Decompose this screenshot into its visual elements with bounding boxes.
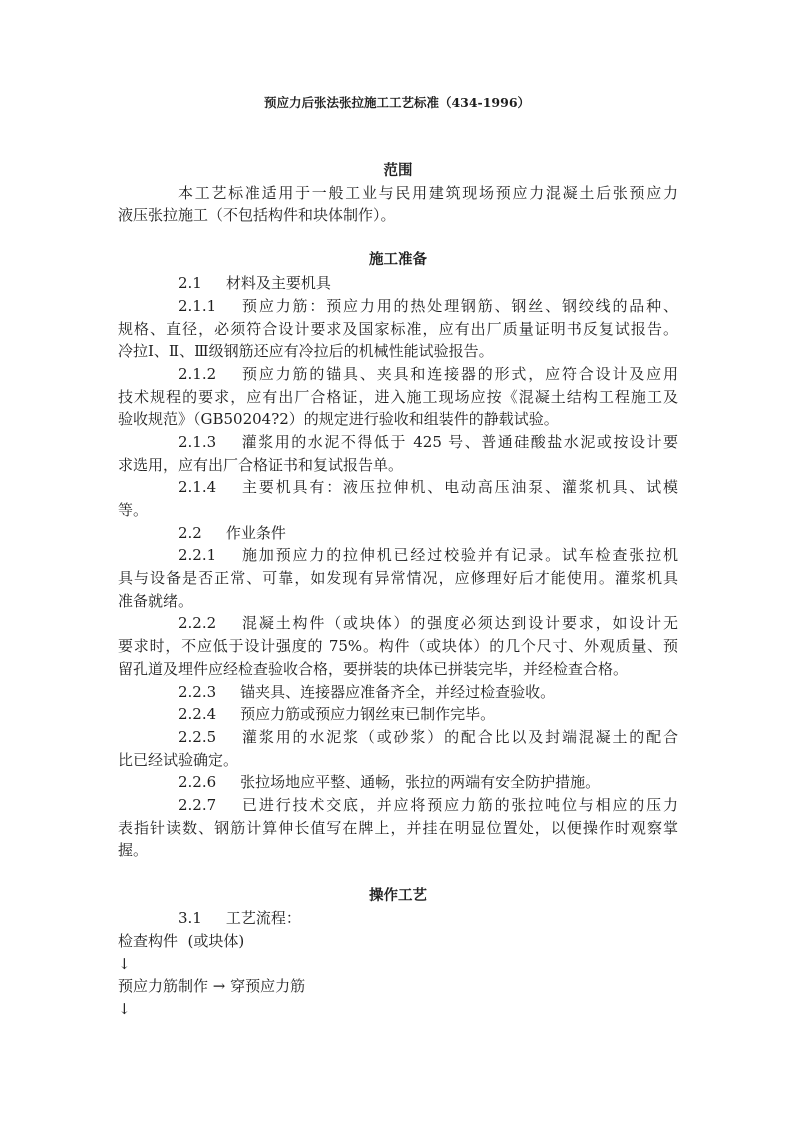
paragraph (118, 295, 678, 363)
line-text: 混凝土构件（或块体）的强度必须达到设计要求，如设计无 (240, 614, 678, 633)
line-text: 比已经试验确定。 (118, 750, 239, 769)
section (118, 885, 678, 1021)
line-text: 检查构件 (或块体) (118, 932, 245, 951)
text-line (118, 499, 678, 522)
text-line (118, 635, 678, 658)
line-text: 预应力筋或预应力钢丝束已制作完毕。 (240, 705, 496, 724)
line-text: 主要机具有：液压拉伸机、电动高压油泵、灌浆机具、试模 (240, 478, 678, 497)
line-text: 冷拉Ⅰ、Ⅱ、Ⅲ级钢筋还应有冷拉后的机械性能试验报告。 (118, 342, 494, 361)
line-text: 预应力筋的锚具、夹具和连接器的形式，应符合设计及应用 (240, 364, 678, 383)
paragraph (118, 431, 678, 476)
flow-step (118, 998, 678, 1021)
paragraph (118, 726, 678, 771)
flow-step (118, 953, 678, 976)
text-line (118, 726, 678, 749)
line-text: 留孔道及埋件应经检查验收合格，要拼装的块体已拼装完毕，并经检查合格。 (118, 659, 629, 678)
section (118, 159, 678, 227)
text-line (118, 567, 678, 590)
line-text: 灌浆用的水泥不得低于 425 号、普通硅酸盐水泥或按设计要 (240, 432, 678, 451)
text-line (118, 386, 678, 409)
line-text: 规格、直径，必须符合设计要求及国家标准，应有出厂质量证明书反复试报告。 (118, 319, 678, 338)
clause-number: 2.2.6 (178, 773, 217, 792)
line-text: 张拉场地应平整、通畅，张拉的两端有安全防护措施。 (240, 773, 601, 792)
text-line (118, 839, 678, 862)
text-line (118, 295, 678, 318)
text-line (118, 749, 678, 772)
line-text: ↓ (118, 1000, 131, 1019)
clause-number: 3.1 (178, 909, 202, 928)
text-line (118, 771, 678, 794)
paragraph (118, 703, 678, 726)
line-text: 技术规程的要求，应有出厂合格证，进入施工现场应按《混凝土结构工程施工及 (118, 387, 678, 406)
paragraph (118, 363, 678, 431)
line-text: 材料及主要机具 (225, 274, 331, 293)
line-text: 预应力筋制作 → 穿预应力筋 (118, 977, 306, 996)
paragraph (118, 476, 678, 521)
line-text: 作业条件 (225, 523, 286, 542)
text-line (118, 408, 678, 431)
clause-number: 2.2.2 (178, 614, 217, 633)
text-line (118, 522, 678, 545)
paragraph (118, 544, 678, 612)
document-title: 预应力后张法张拉施工工艺标准（434-1996） (263, 95, 531, 110)
text-line (118, 431, 678, 454)
clause-number: 2.2.5 (178, 727, 217, 746)
text-line (118, 272, 678, 295)
line-text: 液压张拉施工（不包括构件和块体制作）。 (118, 206, 396, 225)
paragraph (118, 771, 678, 794)
paragraph (118, 907, 678, 930)
line-text: ↓ (118, 954, 131, 973)
text-line (118, 658, 678, 681)
text-line (118, 182, 678, 205)
paragraph (118, 522, 678, 545)
flow-step (118, 975, 678, 998)
text-line (118, 794, 678, 817)
paragraph (118, 182, 678, 227)
clause-number: 2.1.4 (178, 478, 217, 497)
text-line (118, 703, 678, 726)
line-text: 求选用，应有出厂合格证书和复试报告单。 (118, 455, 404, 474)
document-body (118, 159, 678, 1021)
line-text: 具与设备是否正常、可靠，如发现有异常情况，应修理好后才能使用。灌浆机具 (118, 569, 678, 588)
line-text: 表指针读数、钢筋计算伸长值写在牌上，并挂在明显位置处，以便操作时观察掌 (118, 818, 678, 837)
text-line (118, 476, 678, 499)
line-text: 准备就绪。 (118, 591, 194, 610)
flow-step (118, 930, 678, 953)
paragraph (118, 612, 678, 680)
line-text: 工艺流程： (225, 909, 301, 928)
line-text: 施加预应力的拉伸机已经过校验并有记录。试车检查张拉机 (240, 546, 678, 565)
text-line (118, 590, 678, 613)
line-text: 本工艺标准适用于一般工业与民用建筑现场预应力混凝土后张预应力 (178, 183, 678, 202)
paragraph (118, 272, 678, 295)
section-heading: 范围 (383, 161, 413, 179)
section (118, 249, 678, 862)
text-line (118, 340, 678, 363)
text-line (118, 612, 678, 635)
line-text: 验收规范》（GB50204?2）的规定进行验收和组装件的静载试验。 (118, 410, 559, 429)
clause-number: 2.1.1 (178, 296, 217, 315)
line-text: 锚夹具、连接器应准备齐全，并经过检查验收。 (240, 682, 556, 701)
text-line (118, 907, 678, 930)
text-line (118, 363, 678, 386)
paragraph (118, 681, 678, 704)
clause-number: 2.2 (178, 523, 202, 542)
line-text: 等。 (118, 501, 149, 520)
section-heading: 施工准备 (369, 251, 427, 269)
clause-number: 2.2.1 (178, 546, 217, 565)
line-text: 预应力筋：预应力用的热处理钢筋、钢丝、钢绞线的品种、 (240, 296, 678, 315)
text-line (118, 318, 678, 341)
line-text: 灌浆用的水泥浆（或砂浆）的配合比以及封端混凝土的配合 (240, 727, 678, 746)
clause-number: 2.1 (178, 274, 202, 293)
text-line (118, 817, 678, 840)
line-text: 已进行技术交底，并应将预应力筋的张拉吨位与相应的压力 (240, 795, 678, 814)
clause-number: 2.2.7 (178, 795, 217, 814)
clause-number: 2.1.2 (178, 364, 217, 383)
text-line (118, 544, 678, 567)
line-text: 握。 (118, 841, 149, 860)
process-flow (118, 930, 678, 1021)
text-line (118, 681, 678, 704)
clause-number: 2.1.3 (178, 432, 217, 451)
clause-number: 2.2.4 (178, 705, 217, 724)
paragraph (118, 794, 678, 862)
clause-number: 2.2.3 (178, 682, 217, 701)
text-line (118, 204, 678, 227)
line-text: 要求时，不应低于设计强度的 75%。构件（或块体）的几个尺寸、外观质量、预 (118, 637, 678, 656)
text-line (118, 454, 678, 477)
section-heading: 操作工艺 (369, 886, 427, 904)
